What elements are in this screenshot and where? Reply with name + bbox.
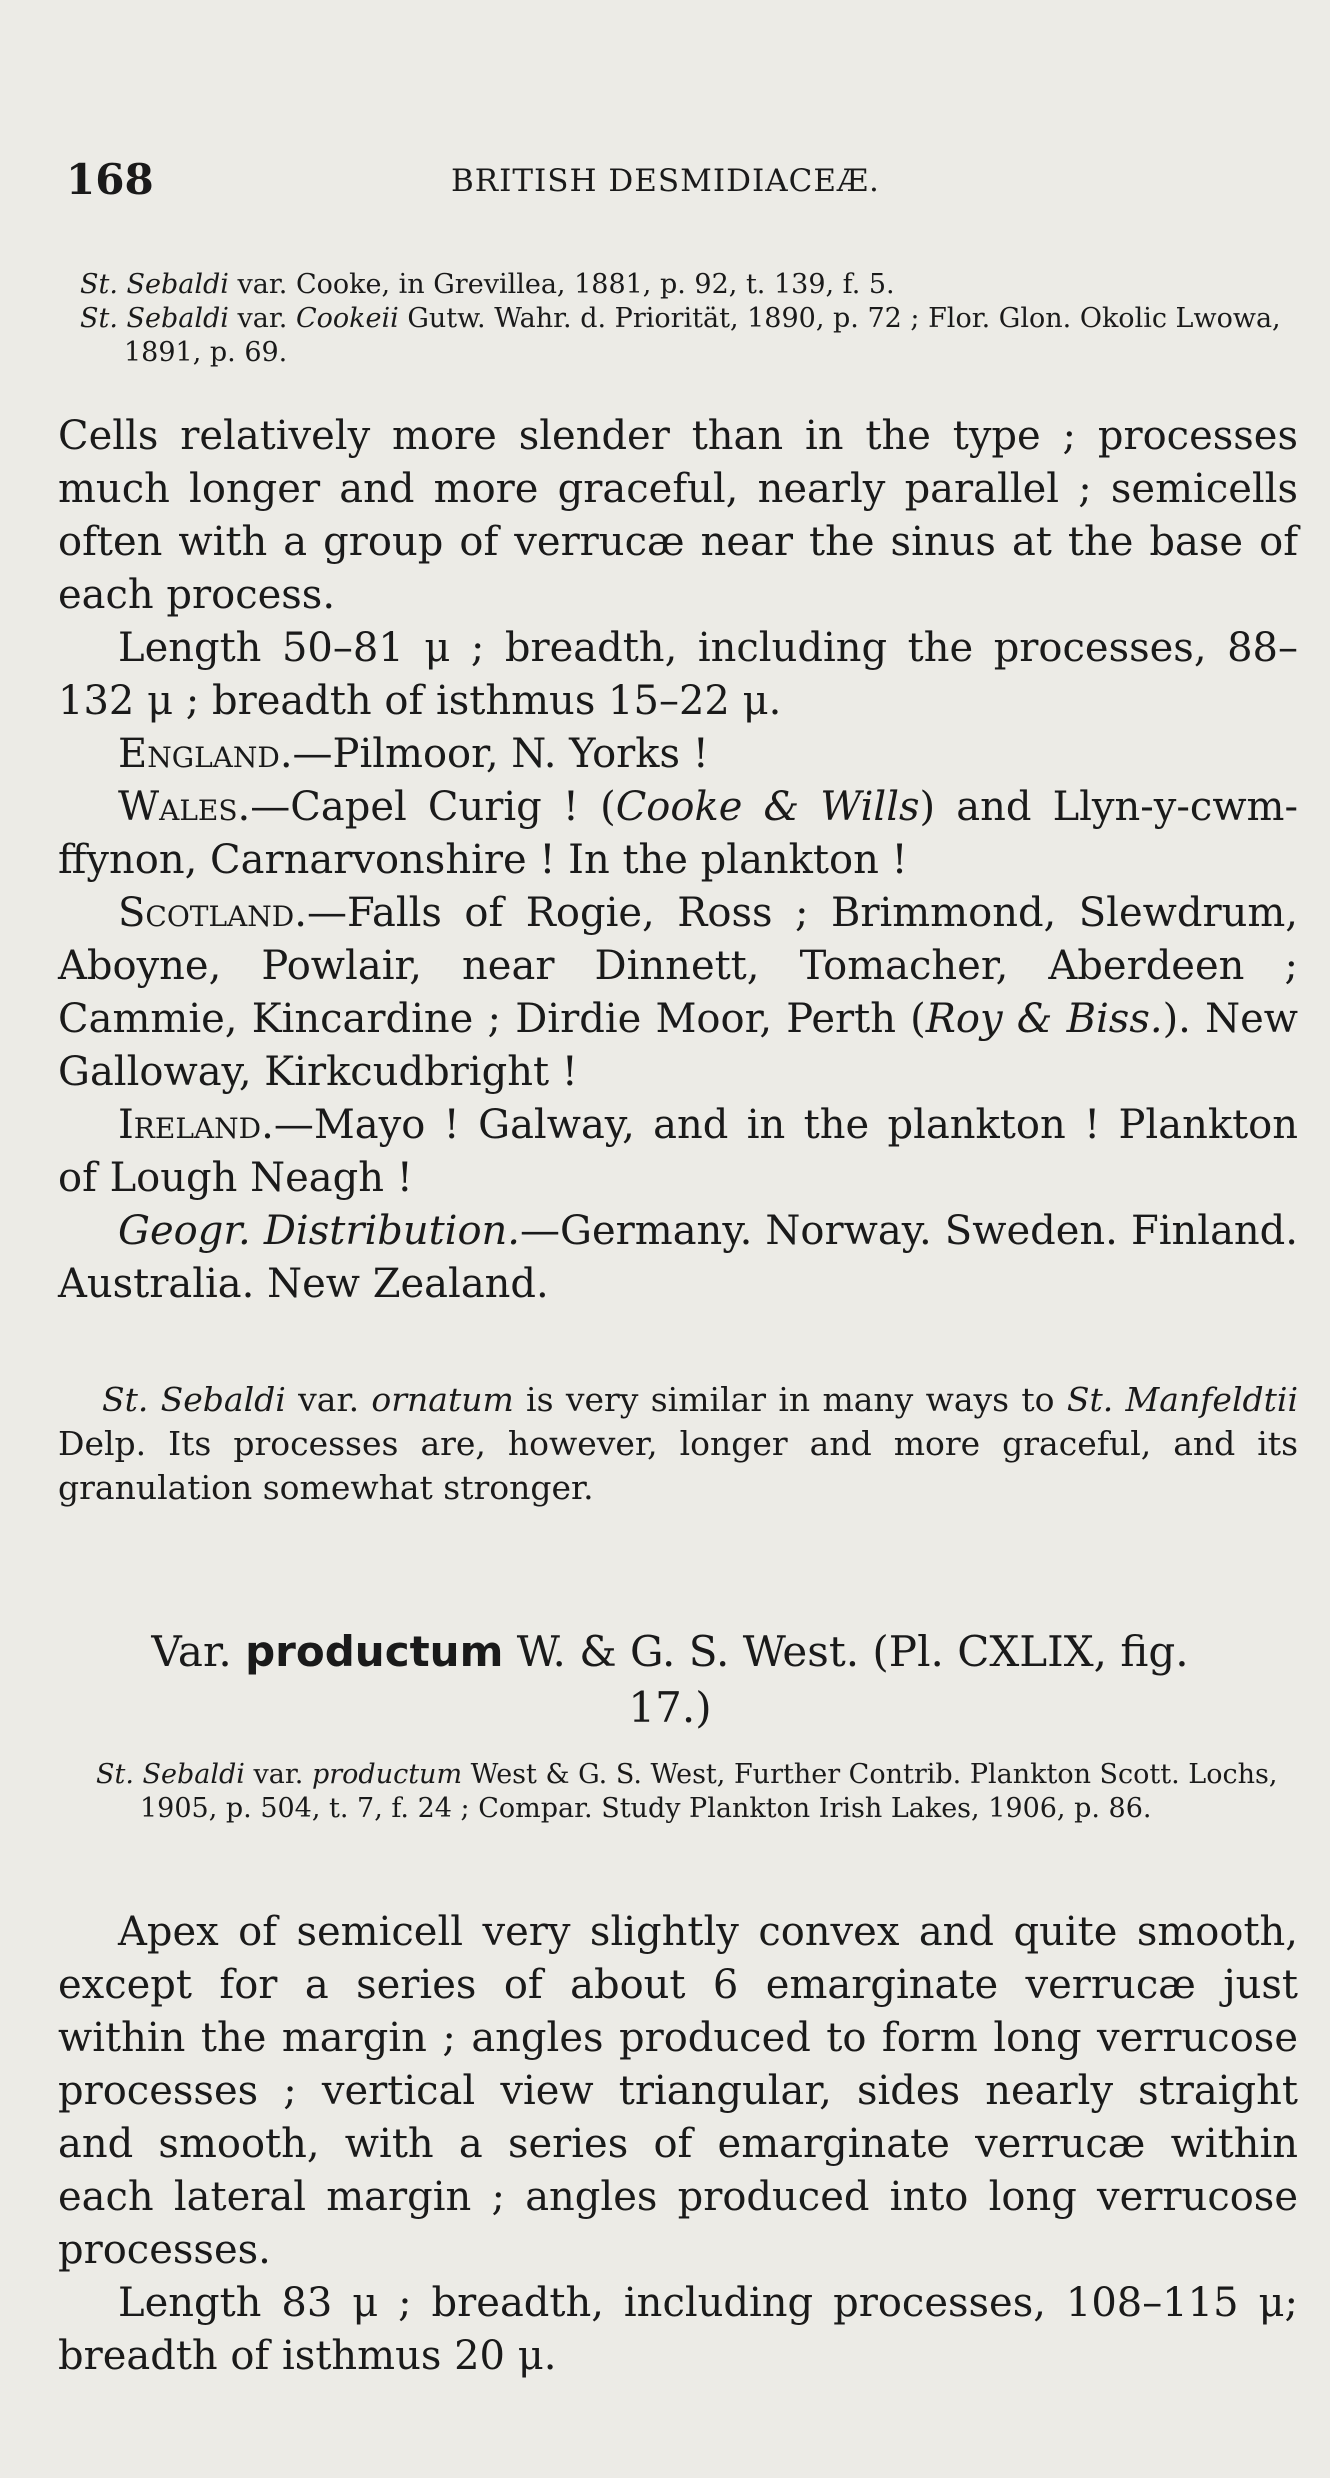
dimensions-paragraph: Length 50–81 μ ; breadth, including the processes, 88–132 μ ; breadth of isthmus 15–22 μ. (58, 625, 1298, 724)
page-header (66, 155, 1286, 215)
distribution-scotland: Scotland.—Falls of Rogie, Ross ; Brimmond, Slewdrum, Aboyne, Powlair, near Dinnett, Tomacher, Aberdeen ; Cammie, Kincardine ; Dirdie Moor, Perth (Roy & Biss.). New Galloway, Kirkcudbright ! (58, 890, 1298, 1095)
synonym-entry: St. Sebaldi var. productum West & G. S. West, Further Contrib. Plankton Scott. Lochs, 1905, p. 504, t. 7, f. 24 ; Compar. Study Plankton Irish Lakes, 1906, p. 86. (96, 1759, 1278, 1824)
distribution-england: England.—Pilmoor, N. Yorks ! (118, 731, 709, 777)
geographic-distribution: Geogr. Distribution.—Germany. Norway. Sweden. Finland. Australia. New Zealand. (58, 1208, 1298, 1307)
distribution-ireland: Ireland.—Mayo ! Galway, and in the plankton ! Plankton of Lough Neagh ! (58, 1102, 1298, 1201)
distribution-wales: Wales.—Capel Curig ! (Cooke & Wills) and Llyn-y-cwm-ffynon, Carnarvonshire ! In the plankton ! (58, 784, 1299, 883)
synonym-entry: St. Sebaldi var. Cookeii Gutw. Wahr. d. Priorität, 1890, p. 72 ; Flor. Glon. Okolic Lwowa, 1891, p. 69. (80, 303, 1281, 368)
variety-heading: Var. productum W. & G. S. West. (Pl. CXLIX, fig. 17.) (151, 1627, 1189, 1732)
species-description (58, 410, 1298, 1311)
description-paragraph: Apex of semicell very slightly convex and quite smooth, except for a series of about 6 emarginate verrucæ just within the margin ; angles produced to form long verrucose processes ; vertical view triangular, sides nearly straight and smooth, with a series of emarginate verrucæ within each lateral margin ; angles produced into long verrucose processes. (58, 1909, 1298, 2273)
page-number: 168 (66, 155, 154, 204)
variety-description (58, 1906, 1298, 2383)
description-paragraph: Cells relatively more slender than in the type ; processes much longer and more graceful, nearly parallel ; semicells often with a group of verrucæ near the sinus at the base of each process. (58, 413, 1298, 618)
synonym-entry: St. Sebaldi var. Cooke, in Grevillea, 1881, p. 92, t. 139, f. 5. (80, 269, 895, 300)
variety-name: productum (245, 1627, 504, 1676)
synonym-list (80, 268, 1295, 370)
comparative-note: St. Sebaldi var. ornatum is very similar in many ways to St. Manfeldtii Delp. Its processes are, however, longer and more graceful, and its granulation somewhat stronger. (58, 1380, 1299, 1507)
dimensions-paragraph: Length 83 μ ; breadth, including processes, 108–115 μ; breadth of isthmus 20 μ. (58, 2280, 1298, 2379)
synonym-list-productum (96, 1758, 1291, 1826)
running-title: BRITISH DESMIDIACEÆ. (451, 163, 880, 199)
